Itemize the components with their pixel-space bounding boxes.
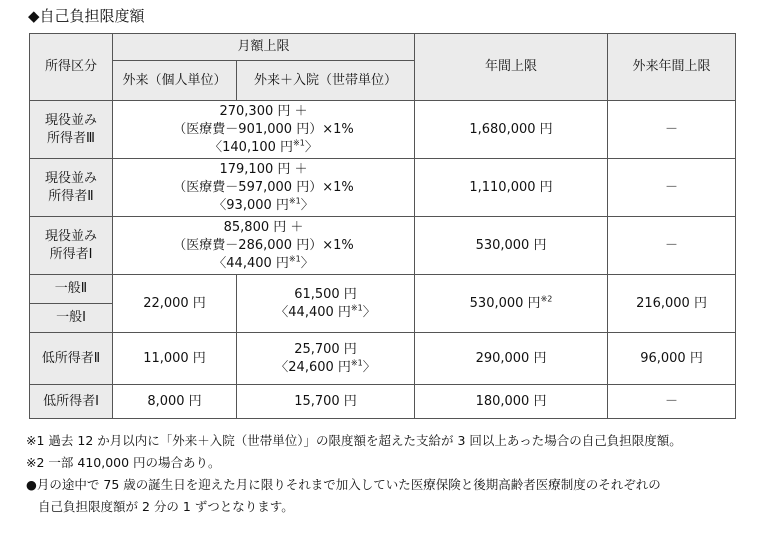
header-monthly-limit: 月額上限 xyxy=(113,34,415,61)
monthly-limit-cell: 270,300 円 ＋ （医療費－901,000 円）×1% 〈140,100 円$^{※1}$〉 xyxy=(113,101,415,159)
category-cell: 現役並み 所得者Ⅰ xyxy=(30,217,113,275)
header-outpatient-annual-limit: 外来年間上限 xyxy=(608,34,736,101)
outpatient-inpatient-household-cell: 15,700 円 xyxy=(237,385,415,419)
annual-limit-cell: 290,000 円 xyxy=(415,333,608,385)
category-cell: 一般Ⅱ xyxy=(30,275,113,304)
outpatient-annual-limit-cell: － xyxy=(608,159,736,217)
table-row xyxy=(30,275,736,304)
note-bullet: ●月の途中で 75 歳の誕生日を迎えた月に限りそれまで加入していた医療保険と後期高齢者医療制度のそれぞれの xyxy=(26,477,661,492)
category-cell: 一般Ⅰ xyxy=(30,304,113,333)
copayment-limit-table xyxy=(29,33,736,419)
header-annual-limit: 年間上限 xyxy=(415,34,608,101)
annual-limit-cell: 530,000 円 xyxy=(415,217,608,275)
outpatient-annual-limit-cell: － xyxy=(608,385,736,419)
outpatient-annual-limit-cell: 96,000 円 xyxy=(608,333,736,385)
category-cell: 現役並み 所得者Ⅱ xyxy=(30,159,113,217)
monthly-limit-cell: 85,800 円 ＋ （医療費－286,000 円）×1% 〈44,400 円$^{※1}$〉 xyxy=(113,217,415,275)
header-category: 所得区分 xyxy=(30,34,113,101)
header-outpatient-individual: 外来（個人単位） xyxy=(113,61,237,101)
category-cell: 低所得者Ⅰ xyxy=(30,385,113,419)
monthly-limit-cell: 179,100 円 ＋ （医療費－597,000 円）×1% 〈93,000 円$^{※1}$〉 xyxy=(113,159,415,217)
table-row xyxy=(30,333,736,385)
header-outpatient-inpatient-household: 外来＋入院（世帯単位） xyxy=(237,61,415,101)
category-cell: 低所得者Ⅱ xyxy=(30,333,113,385)
outpatient-inpatient-household-cell: 25,700 円 〈24,600 円$^{※1}$〉 xyxy=(237,333,415,385)
table-row xyxy=(30,217,736,275)
footnote-1: ※1 過去 12 か月以内に「外来＋入院（世帯単位）」の限度額を超えた支給が 3 回以上あった場合の自己負担限度額。 xyxy=(26,433,682,448)
outpatient-annual-limit-cell: － xyxy=(608,217,736,275)
table-row xyxy=(30,385,736,419)
footnotes xyxy=(26,430,682,518)
outpatient-individual-cell: 8,000 円 xyxy=(113,385,237,419)
category-cell: 現役並み 所得者Ⅲ xyxy=(30,101,113,159)
section-title: ◆自己負担限度額 xyxy=(28,7,145,25)
outpatient-inpatient-household-cell: 61,500 円 〈44,400 円$^{※1}$〉 xyxy=(237,275,415,333)
outpatient-annual-limit-cell: 216,000 円 xyxy=(608,275,736,333)
table-row xyxy=(30,101,736,159)
table-row xyxy=(30,159,736,217)
annual-limit-cell: 1,110,000 円 xyxy=(415,159,608,217)
note-bullet-continued: 自己負担限度額が 2 分の 1 ずつとなります。 xyxy=(38,499,294,514)
annual-limit-cell: 1,680,000 円 xyxy=(415,101,608,159)
outpatient-individual-cell: 22,000 円 xyxy=(113,275,237,333)
outpatient-individual-cell: 11,000 円 xyxy=(113,333,237,385)
outpatient-annual-limit-cell: － xyxy=(608,101,736,159)
annual-limit-cell: 180,000 円 xyxy=(415,385,608,419)
footnote-2: ※2 一部 410,000 円の場合あり。 xyxy=(26,455,221,470)
annual-limit-cell: 530,000 円$^{※2}$ xyxy=(415,275,608,333)
